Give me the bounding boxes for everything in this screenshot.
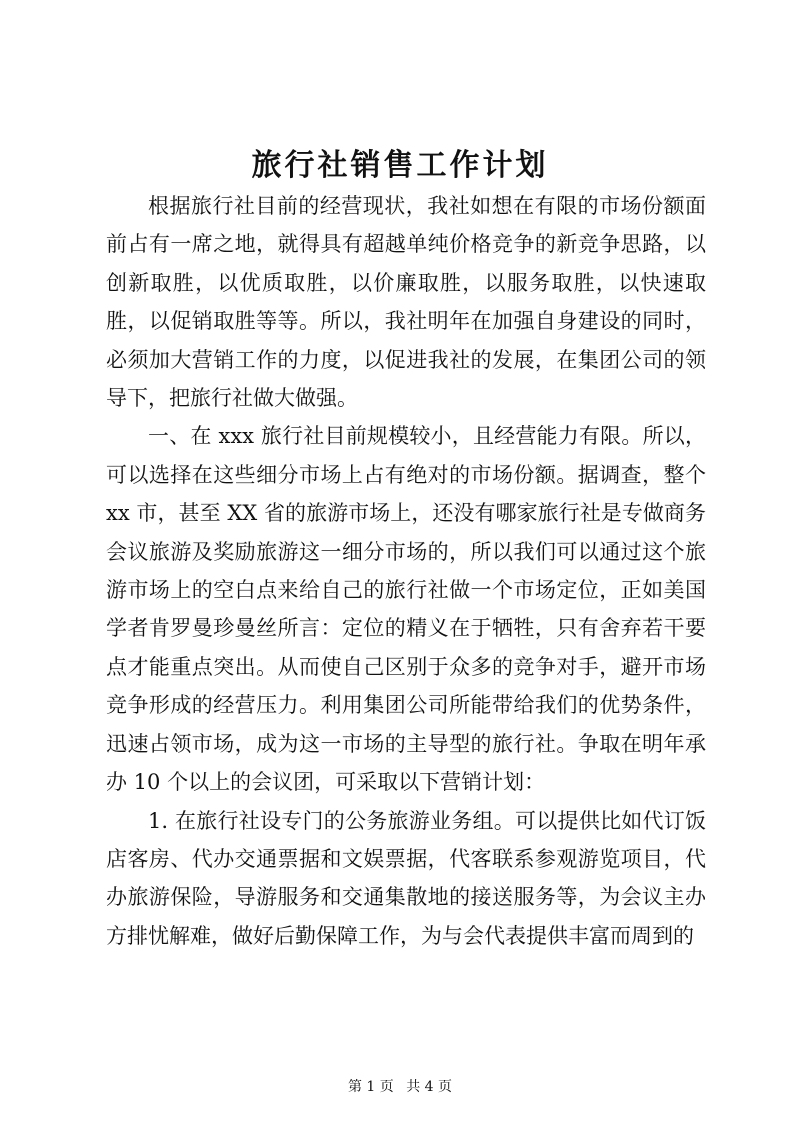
document-title: 旅行社销售工作计划 <box>251 148 549 183</box>
paragraph-section-one: 一、在 xxx 旅行社目前规模较小，且经营能力有限。所以，可以选择在这些细分市场上占有绝对的市场份额。据调查，整个 xx 市，甚至 XX 省的旅游市场上，还没有哪家旅行社是专做商务会议旅游及奖励旅游这一细分市场的，所以我们可以通过这个旅游市场上的空白点来给自己的旅行社做一个市场定位，正如美国学者肯罗曼珍曼丝所言：定位的精义在于牺牲，只有舍弃若干要点才能重点突出。从而使自己区别于众多的竞争对手，避开市场竞争形成的经营压力。利用集团公司所能带给我们的优势条件，迅速占领市场，成为这一市场的主导型的旅行社。争取在明年承办 10 个以上的会议团，可采取以下营销计划： <box>106 424 706 795</box>
paragraph-intro: 根据旅行社目前的经营现状，我社如想在有限的市场份额面前占有一席之地，就得具有超越单纯价格竞争的新竞争思路，以创新取胜，以优质取胜，以价廉取胜，以服务取胜，以快速取胜，以促销取胜等等。所以，我社明年在加强自身建设的同时，必须加大营销工作的力度，以促进我社的发展，在集团公司的领导下，把旅行社做大做强。 <box>106 194 706 411</box>
page-number: 第 1 页 <box>347 1079 394 1095</box>
page-total: 共 4 页 <box>406 1079 453 1095</box>
page-footer <box>0 1076 800 1096</box>
paragraph-item-one: 1. 在旅行社设专门的公务旅游业务组。可以提供比如代订饭店客房、代办交通票据和文娱票据，代客联系参观游览项目，代办旅游保险，导游服务和交通集散地的接送服务等，为会议主办方排忧解难，做好后勤保障工作，为与会代表提供丰富而周到的 <box>106 808 706 948</box>
document-body <box>106 187 706 955</box>
